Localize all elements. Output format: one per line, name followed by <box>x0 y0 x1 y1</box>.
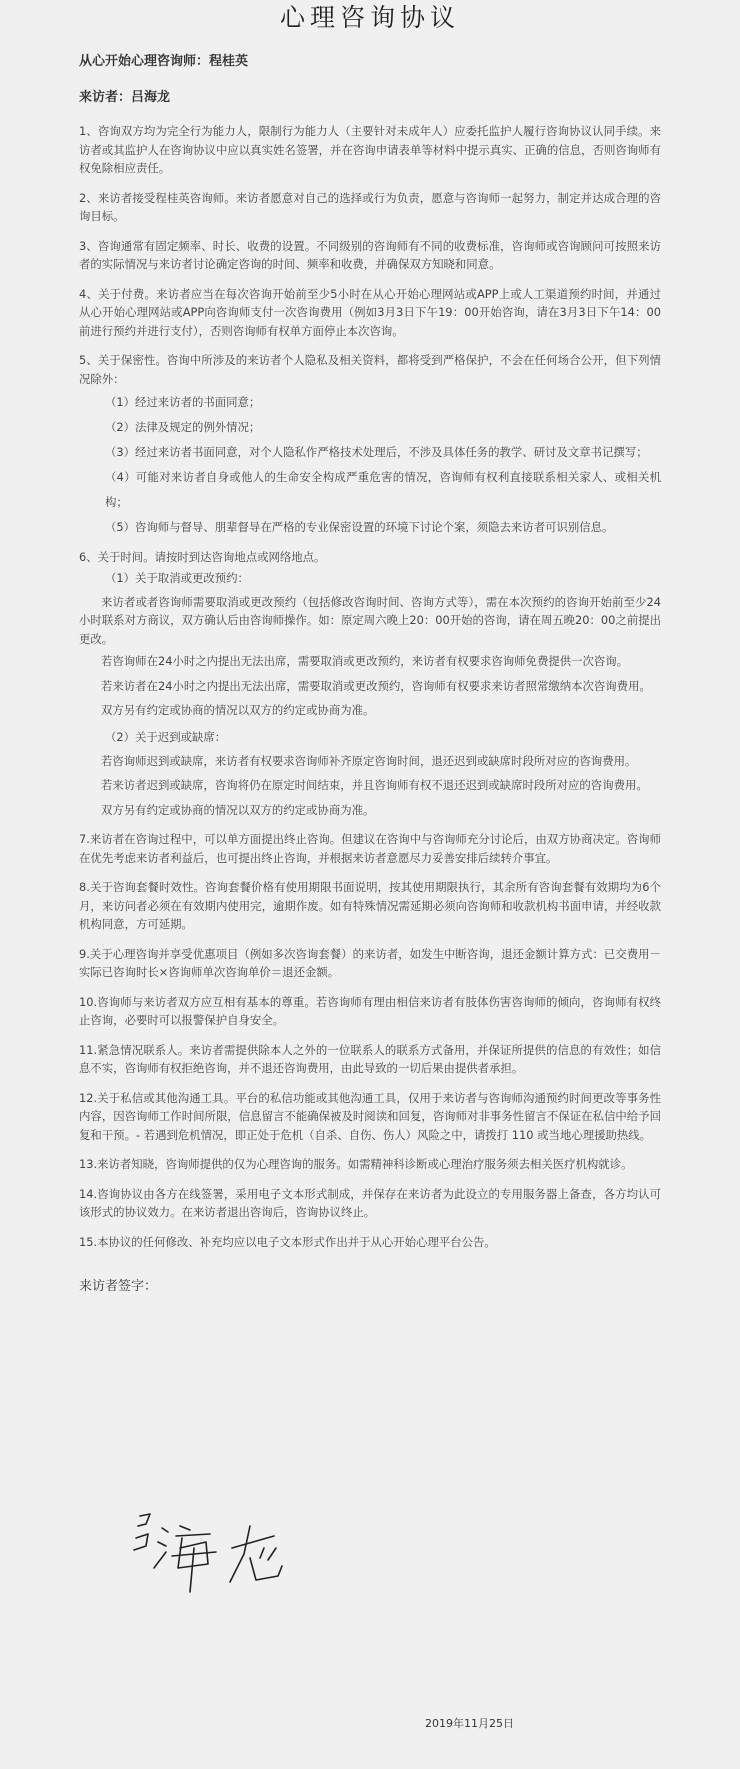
clause-6-sub-cancel: （1）关于取消或更改预约： <box>105 570 249 585</box>
clause-5-item: （1）经过来访者的书面同意； <box>105 395 261 409</box>
clause-6-paragraph: 若咨询师迟到或缺席，来访者有权要求咨询师补齐原定咨询时间，退还迟到或缺席时段所对应的咨询费用。 <box>101 753 637 768</box>
clause-5-item: （5）咨询师与督导、朋辈督导在严格的专业保密设置的环境下讨论个案，须隐去来访者可识别信息。 <box>105 520 614 534</box>
clause-5-item: （4）可能对来访者自身或他人的生命安全构成严重危害的情况，咨询师有权利直接联系相关家人、或相关机构； <box>105 470 661 509</box>
signature-label: 来访者签字： <box>79 1279 158 1294</box>
counselor-line: 从心开始心理咨询师：程桂英 <box>79 54 249 69</box>
clause-6-intro: 6、关于时间。请按时到达咨询地点或网络地点。 <box>79 550 326 564</box>
clause-6-paragraph: 双方另有约定或协商的情况以双方的约定或协商为准。 <box>101 703 375 717</box>
clause-1: 1、咨询双方均为完全行为能力人，限制行为能力人（主要针对未成年人）应委托监护人履行咨询协议认同手续。来访者或其监护人在咨询协议中应以真实姓名签署，并在咨询申请表单等材料中提示真实、正确的信息，否则咨询师有权免除相应责任。 <box>79 124 661 175</box>
clause-5-item: （2）法律及规定的例外情况； <box>105 420 261 434</box>
clause-3: 3、咨询通常有固定频率、时长、收费的设置。不同级别的咨询师有不同的收费标准，咨询师或咨询顾问可按照来访者的实际情况与来访者讨论确定咨询的时间、频率和收费，并确保双方知晓和同意。 <box>79 238 661 271</box>
clause-6 <box>79 548 661 819</box>
clause-6-paragraph: 来访者或者咨询师需要取消或更改预约（包括修改咨询时间、咨询方式等），需在本次预约的咨询开始前至少24小时联系对方商议，双方确认后由咨询师操作。如：原定周六晚上20：00开始的咨询，请在周五晚20：00之前提出更改。 <box>79 594 661 646</box>
clause-5-item: （3）经过来访者书面同意，对个人隐私作严格技术处理后，不涉及具体任务的教学、研讨及文章书记撰写； <box>105 445 648 459</box>
clause-10: 10.咨询师与来访者双方应互相有基本的尊重。若咨询师有理由相信来访者有肢体伤害咨询师的倾向，咨询师有权终止咨询，必要时可以报警保护自身安全。 <box>79 994 661 1027</box>
clause-12: 12.关于私信或其他沟通工具。平台的私信功能或其他沟通工具，仅用于来访者与咨询师沟通预约时间更改等事务性内容，因咨询师工作时间所限，信息留言不能确保被及时阅读和回复，咨询师对非事务性留言不保证在私信中给予回复和干预。- 若遇到危机情况，即正处于危机（自杀、自伤、伤人）风险之中，请拨打 110 或当地心理援助热线。 <box>79 1090 661 1142</box>
clause-6-paragraph: 若来访者在24小时之内提出无法出席，需要取消或更改预约，咨询师有权要求来访者照常缴纳本次咨询费用。 <box>101 678 651 693</box>
signed-date: 2019年11月25日 <box>425 1717 514 1730</box>
clause-5 <box>79 351 661 540</box>
clause-6-paragraph: 若来访者迟到或缺席，咨询将仍在原定时间结束，并且咨询师有权不退还迟到或缺席时段所对应的咨询费用。 <box>101 778 648 792</box>
clause-6-paragraph: 双方另有约定或协商的情况以双方的约定或协商为准。 <box>101 802 375 817</box>
clause-14: 14.咨询协议由各方在线签署，采用电子文本形式制成，并保存在来访者为此设立的专用服务器上备查，各方均认可该形式的协议效力。在来访者退出咨询后，咨询协议终止。 <box>79 1186 661 1219</box>
page-title: 心理咨询协议 <box>279 3 460 32</box>
clause-11: 11.紧急情况联系人。来访者需提供除本人之外的一位联系人的联系方式备用，并保证所提供的信息的有效性；如信息不实，咨询师有权拒绝咨询，并不退还咨询费用，由此导致的一切后果由提供者承担。 <box>79 1042 661 1075</box>
clause-5-intro: 5、关于保密性。咨询中所涉及的来访者个人隐私及相关资料，都将受到严格保护，不会在任何场合公开，但下列情况除外： <box>79 353 661 386</box>
clause-8: 8.关于咨询套餐时效性。咨询套餐价格有使用期限书面说明，按其使用期限执行，其余所有咨询套餐有效期均为6个月，来访问者必须在有效期内使用完，逾期作废。如有特殊情况需延期必须向咨询师和收款机构书面申请，并经收款机构同意，方可延期。 <box>79 880 661 931</box>
clause-7: 7.来访者在咨询过程中，可以单方面提出终止咨询。但建议在咨询中与咨询师充分讨论后，由双方协商决定。咨询师在优先考虑来访者利益后，也可提出终止咨询，并根据来访者意愿尽力妥善安排后续转介事宜。 <box>79 832 661 865</box>
visitor-line: 来访者：吕海龙 <box>79 90 171 105</box>
clause-2: 2、来访者接受程桂英咨询师。来访者愿意对自己的选择或行为负责，愿意与咨询师一起努力，制定并达成合理的咨询目标。 <box>79 190 661 223</box>
clause-4: 4、关于付费。来访者应当在每次咨询开始前至少5小时在从心开始心理网站或APP上或人工渠道预约时间，并通过从心开始心理网站或APP向咨询师支付一次咨询费用（例如3月3日下午19：00开始咨询，请在3月3日下午14：00前进行预约并进行支付），否则咨询师有权单方面停止本次咨询。 <box>79 286 661 338</box>
clause-15: 15.本协议的任何修改、补充均应以电子文本形式作出并于从心开始心理平台公告。 <box>79 1234 496 1249</box>
clause-9: 9.关于心理咨询并享受优惠项目（例如多次咨询套餐）的来访者，如发生中断咨询，退还金额计算方式：已交费用－实际已咨询时长×咨询师单次咨询单价＝退还金额。 <box>79 946 661 979</box>
clause-6-paragraph: 若咨询师在24小时之内提出无法出席，需要取消或更改预约，来访者有权要求咨询师免费提供一次咨询。 <box>101 654 629 668</box>
clause-list <box>79 122 661 1251</box>
handwritten-signature <box>132 1508 302 1603</box>
clause-13: 13.来访者知晓，咨询师提供的仅为心理咨询的服务。如需精神科诊断或心理治疗服务须去相关医疗机构就诊。 <box>79 1157 633 1171</box>
clause-6-sub-late: （2）关于迟到或缺席： <box>105 729 227 744</box>
